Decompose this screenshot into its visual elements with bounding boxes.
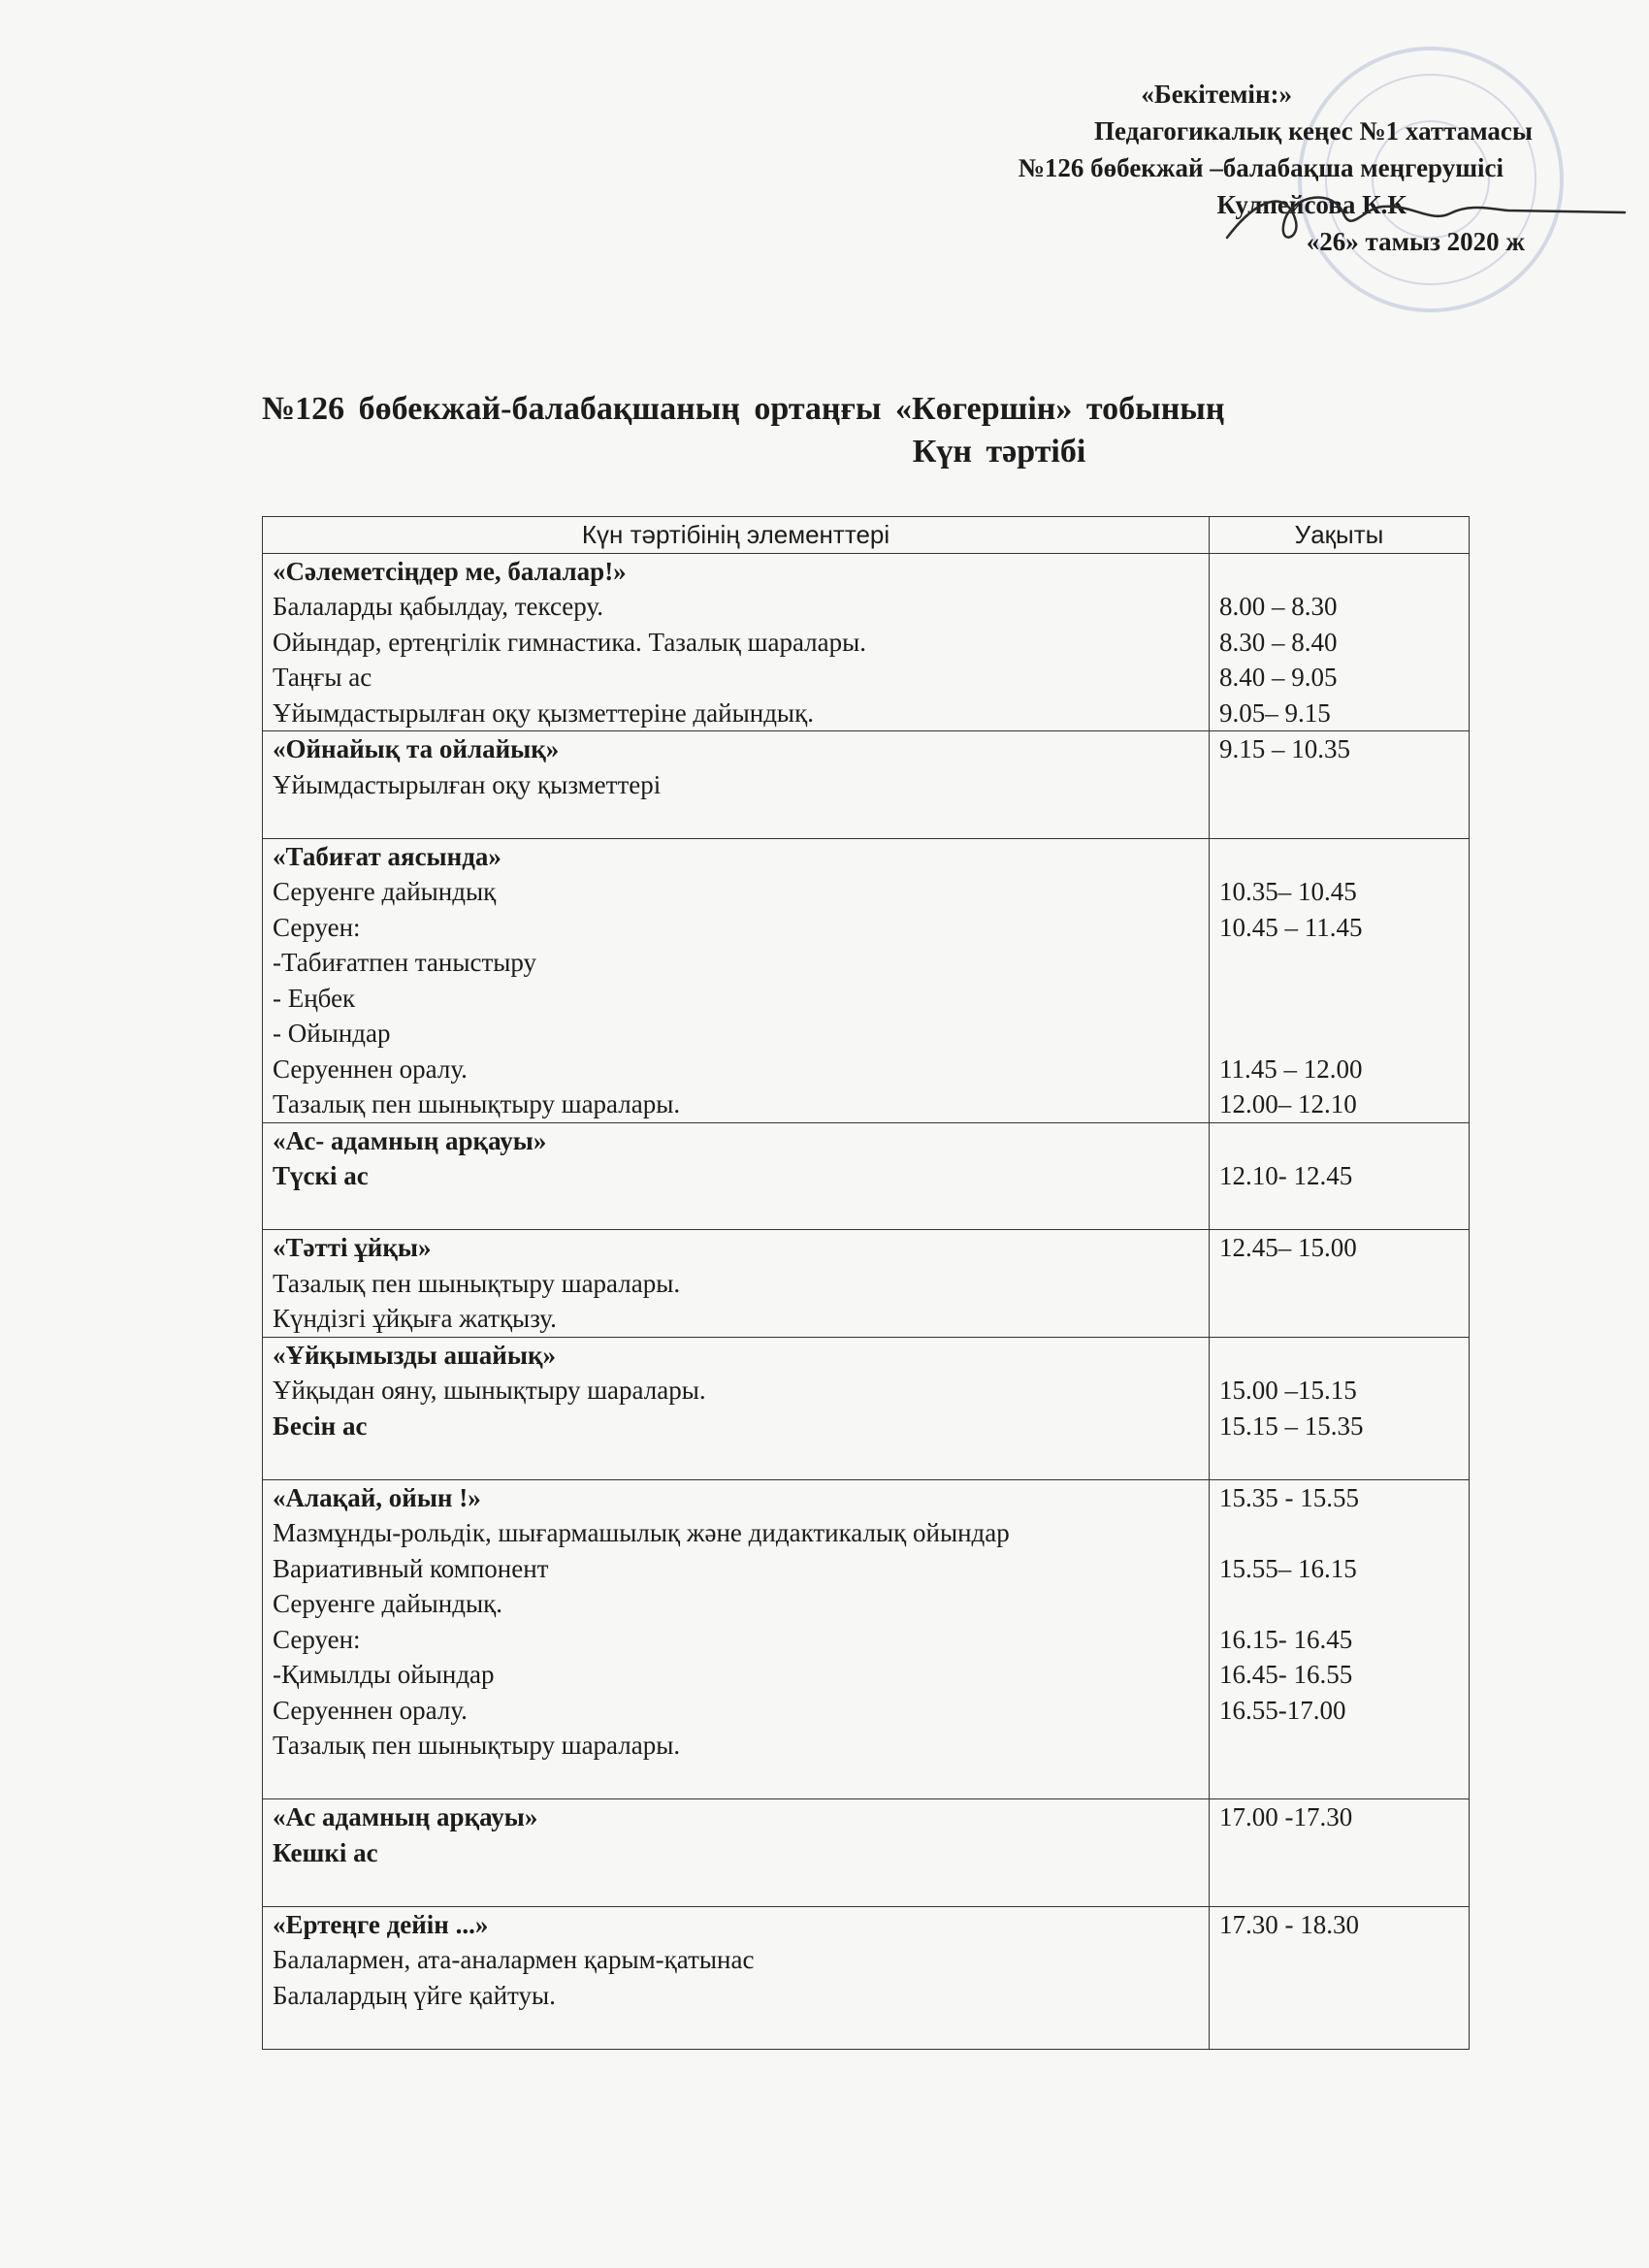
activity-line: «Табиғат аясында» <box>273 841 501 871</box>
activity-line: - Еңбек <box>273 983 356 1013</box>
table-header-row <box>263 517 1470 554</box>
time-cell <box>1210 1230 1470 1338</box>
time-line: 17.30 - 18.30 <box>1219 1909 1359 1939</box>
activity-line: Серуен: <box>273 912 361 942</box>
elements-cell <box>263 1337 1210 1479</box>
activity-line: Серуеннен оралу. <box>273 1695 468 1725</box>
approval-block <box>1018 76 1533 260</box>
activity-line: «Сәлеметсіңдер ме, балалар!» <box>273 556 627 586</box>
activity-line <box>273 1443 1199 1479</box>
time-line: 10.45 – 11.45 <box>1219 912 1363 942</box>
elements-cell <box>263 1479 1210 1799</box>
activity-line: Тазалық пен шынықтыру шаралары. <box>273 1268 681 1298</box>
time-line: 9.15 – 10.35 <box>1219 734 1350 763</box>
approval-date: «26» тамыз 2020 ж <box>1306 227 1525 256</box>
time-line: 16.55-17.00 <box>1219 1695 1346 1725</box>
elements-cell <box>263 838 1210 1122</box>
activity-line <box>273 1870 1199 1906</box>
elements-cell <box>263 553 1210 731</box>
activity-line: Таңғы ас <box>273 663 372 692</box>
time-cell <box>1210 1122 1470 1230</box>
title-line-2: Күн тәртібі <box>912 434 1086 470</box>
time-line: 9.05– 9.15 <box>1219 697 1331 728</box>
activity-line: Серуен: <box>273 1624 361 1654</box>
activity-line: Ұйымдастырылған оқу қызметтері <box>273 769 662 799</box>
elements-cell <box>263 1906 1210 2049</box>
time-cell <box>1210 731 1470 839</box>
activity-line <box>273 2013 1199 2049</box>
elements-cell <box>263 1799 1210 1907</box>
activity-line: Түскі ас <box>273 1161 369 1190</box>
activity-line: «Ас- адамның арқауы» <box>273 1125 547 1155</box>
activity-line: Тазалық пен шынықтыру шаралары. <box>273 1089 681 1118</box>
time-line <box>1219 554 1459 590</box>
elements-cell <box>263 731 1210 839</box>
activity-line: Тазалық пен шынықтыру шаралары. <box>273 1731 681 1760</box>
activity-line: «Ойнайық та ойлайық» <box>273 734 560 763</box>
time-cell <box>1210 553 1470 731</box>
activity-line: Күндізгі ұйқыға жатқызу. <box>273 1304 557 1333</box>
title-line-1: №126 бөбекжай-балабақшаның ортаңғы «Көгершін» тобының <box>262 391 1225 427</box>
time-line: 16.45- 16.55 <box>1219 1660 1353 1689</box>
activity-line: Кешкі ас <box>273 1837 378 1867</box>
table-row <box>263 1122 1470 1230</box>
approval-head-name: Кулпейсова К.К <box>1216 190 1406 219</box>
time-line: 10.35– 10.45 <box>1219 877 1357 906</box>
time-line: 15.35 - 15.55 <box>1219 1482 1359 1512</box>
activity-line: Бесін ас <box>273 1410 368 1441</box>
activity-line: Серуенге дайындық. <box>273 1589 503 1618</box>
activity-line: Серуеннен оралу. <box>273 1053 468 1084</box>
activity-line: Ұйқыдан ояну, шынықтыру шаралары. <box>273 1376 706 1405</box>
table-row <box>263 1230 1470 1338</box>
time-line: 8.30 – 8.40 <box>1219 627 1338 657</box>
time-line <box>1219 1338 1459 1374</box>
time-line <box>1219 981 1459 1017</box>
activity-line: «Ұйқымызды ашайық» <box>273 1340 557 1370</box>
elements-cell <box>263 1230 1210 1338</box>
activity-line: -Қимылды ойындар <box>273 1660 495 1689</box>
time-line: 12.10- 12.45 <box>1219 1161 1353 1190</box>
schedule-table <box>262 516 1470 2050</box>
time-line <box>1219 1123 1459 1159</box>
time-line: 15.55– 16.15 <box>1219 1553 1357 1583</box>
activity-line: «Ертеңге дейін ...» <box>273 1909 489 1939</box>
activity-line: Мазмұнды-рольдік, шығармашылық және дидактикалық ойындар <box>273 1518 1010 1547</box>
time-line: 8.00 – 8.30 <box>1219 592 1338 621</box>
activity-line <box>273 802 1199 838</box>
activity-line: Серуенге дайындық <box>273 877 497 906</box>
activity-line: - Ойындар <box>273 1019 391 1048</box>
time-line: 12.45– 15.00 <box>1219 1233 1357 1262</box>
table-row <box>263 1906 1470 2049</box>
time-line: 17.00 -17.30 <box>1219 1802 1353 1831</box>
activity-line: Балаларды қабылдау, тексеру. <box>273 592 603 621</box>
time-cell <box>1210 838 1470 1122</box>
activity-line: Вариативный компонент <box>273 1553 549 1583</box>
approval-head-position: №126 бөбекжай –балабақша меңгерушісі <box>1018 153 1504 182</box>
time-cell <box>1210 1337 1470 1479</box>
table-row <box>263 1337 1470 1479</box>
table-row <box>263 838 1470 1122</box>
activity-line: Ұйымдастырылған оқу қызметтеріне дайындық. <box>273 697 814 728</box>
time-line: 12.00– 12.10 <box>1219 1089 1357 1118</box>
table-row <box>263 1799 1470 1907</box>
time-cell <box>1210 1906 1470 2049</box>
time-line <box>1219 839 1459 875</box>
elements-cell <box>263 1122 1210 1230</box>
time-line: 11.45 – 12.00 <box>1219 1053 1363 1084</box>
document-title <box>262 388 1455 473</box>
approval-heading: «Бекітемін:» <box>1141 80 1292 109</box>
time-line: 16.15- 16.45 <box>1219 1624 1353 1654</box>
activity-line: «Алақай, ойын !» <box>273 1482 481 1512</box>
time-cell <box>1210 1799 1470 1907</box>
table-row <box>263 1479 1470 1799</box>
time-line: 15.15 – 15.35 <box>1219 1410 1364 1441</box>
activity-line: «Тәтті ұйқы» <box>273 1233 432 1262</box>
activity-line <box>273 1194 1199 1230</box>
time-line <box>1219 1016 1459 1052</box>
header-elements: Күн тәртібінің элементтері <box>263 517 1210 554</box>
header-time: Уақыты <box>1210 517 1470 554</box>
activity-line: -Табиғатпен таныстыру <box>273 948 537 977</box>
activity-line: «Ас адамның арқауы» <box>273 1802 538 1831</box>
activity-line: Ойындар, ертеңгілік гимнастика. Тазалық шаралары. <box>273 627 867 657</box>
time-line <box>1219 945 1459 981</box>
time-cell <box>1210 1479 1470 1799</box>
schedule-body <box>263 553 1470 2049</box>
activity-line: Балалардың үйге қайтуы. <box>273 1980 556 2010</box>
time-line: 8.40 – 9.05 <box>1219 663 1338 692</box>
time-line <box>1219 1515 1459 1551</box>
activity-line: Балалармен, ата-аналармен қарым-қатынас <box>273 1945 755 1974</box>
approval-protocol: Педагогикалық кеңес №1 хаттамасы <box>1093 116 1533 146</box>
activity-line <box>273 1764 1199 1799</box>
time-line: 15.00 –15.15 <box>1219 1376 1357 1405</box>
table-row <box>263 553 1470 731</box>
time-line <box>1219 1586 1459 1622</box>
table-row <box>263 731 1470 839</box>
